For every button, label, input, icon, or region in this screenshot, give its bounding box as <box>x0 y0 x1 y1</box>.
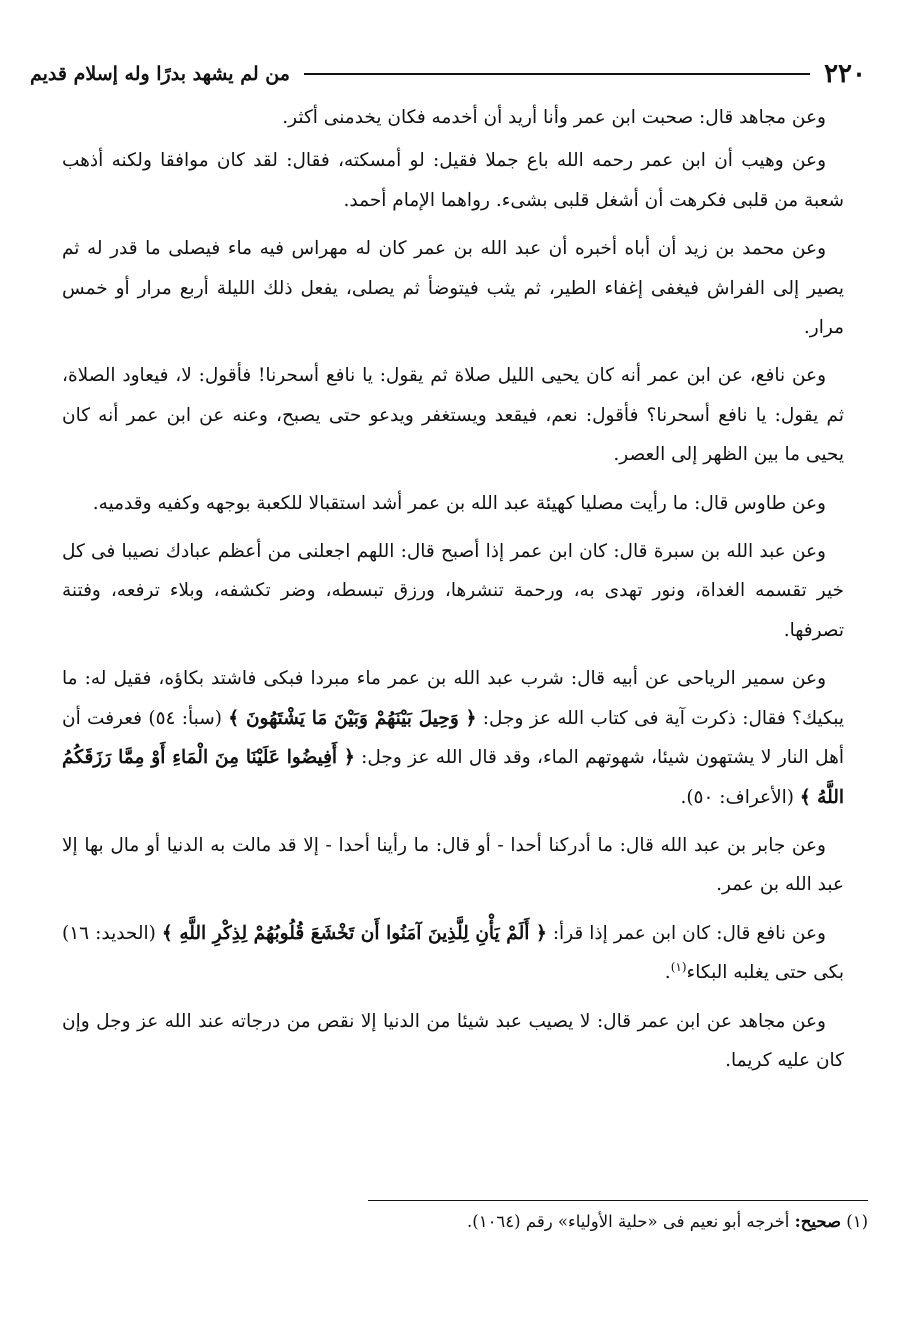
footnote-divider <box>368 1200 868 1201</box>
paragraph: وعن جابر بن عبد الله قال: ما أدركنا أحدا - أو قال: ما رأينا أحدا - إلا قد مالت به الدنيا أو مال بها إلا عبد الله بن عمر. <box>62 834 844 896</box>
page-number: ٢٢٠ <box>824 59 866 89</box>
footnote-reference: (١) <box>670 959 687 974</box>
paragraph: وعن محمد بن زيد أن أباه أخبره أن عبد الله بن عمر كان له مهراس فيه ماء فيصلى ما قدر له ثم يصير إلى الفراش فيغفى إغفاء الطير، ثم يثب فيتوضأ ثم يصلى، يفعل ذلك الليلة أربع مرار أو خمس مرار. <box>62 238 844 339</box>
quran-verse: ﴿ أَلَمْ يَأْنِ لِلَّذِينَ آمَنُوا أَن تَخْشَعَ قُلُوبُهُمْ لِذِكْرِ اللَّهِ ﴾ <box>161 922 547 944</box>
footnote <box>60 1207 868 1237</box>
paragraph: وعن مجاهد عن ابن عمر قال: لا يصيب عبد شيئا من الدنيا إلا نقص من درجاته عند الله عز وجل وإن كان عليه كريما. <box>62 1010 844 1071</box>
running-title: من لم يشهد بدرًا وله إسلام قديم <box>30 63 290 85</box>
paragraph-text: (سبأ: ٥٤) فعرفت أن أهل النار لا يشتهون شيئا، شهوتهم الماء، وقد قال الله عز وجل: <box>62 707 844 769</box>
page-body <box>62 98 844 1089</box>
footnote-text: أخرجه أبو نعيم فى «حلية الأولياء» رقم (١٠٦٤). <box>467 1212 795 1231</box>
paragraph: وعن مجاهد قال: صحبت ابن عمر وأنا أريد أن أخدمه فكان يخدمنى أكثر. <box>282 107 826 128</box>
paragraph-text: وعن نافع قال: كان ابن عمر إذا قرأ: <box>546 922 826 944</box>
paragraph: وعن طاوس قال: ما رأيت مصليا كهيئة عبد الله بن عمر أشد استقبالا للكعبة بوجهه وكفيه وقدميه. <box>92 492 826 514</box>
verse-reference: (الأعراف: ٥٠). <box>680 786 800 808</box>
page-header <box>30 54 866 94</box>
paragraph: وعن وهيب أن ابن عمر رحمه الله باع جملا فقيل: لو أمسكته، فقال: لقد كان موافقا ولكنه أذهب شعبة من قلبى فكرهت أن أشغل قلبى بشىء. رواهما الإمام أحمد. <box>62 150 844 211</box>
quran-verse: ﴿ أَفِيضُوا عَلَيْنَا مِنَ الْمَاءِ أَوْ مِمَّا رَزَقَكُمُ اللَّهُ ﴾ <box>62 747 844 808</box>
paragraph-text: . <box>664 962 671 984</box>
paragraph-text: (الحديد: ١٦) بكى حتى يغلبه البكاء <box>62 922 844 984</box>
paragraph: وعن نافع، عن ابن عمر أنه كان يحيى الليل صلاة ثم يقول: يا نافع أسحرنا! فأقول: لا، فيعاود الصلاة، ثم يقول: يا نافع أسحرنا؟ فأقول: نعم، فيقعد ويستغفر ويدعو حتى يصبح، وعنه عن ابن عمر أنه كان يحيى ما بين الظهر إلى العصر. <box>62 365 844 466</box>
header-rule <box>304 73 810 75</box>
paragraph-nafi <box>62 914 844 993</box>
paragraph-samir <box>62 659 844 817</box>
quran-verse: ﴿ وَحِيلَ بَيْنَهُمْ وَبَيْنَ مَا يَشْتَهُونَ ﴾ <box>228 707 477 729</box>
footnote-number: (١) <box>846 1212 868 1231</box>
footnote-label: صحيح: <box>794 1212 841 1231</box>
paragraph-text: وعن سمير الرياحى عن أبيه قال: شرب عبد الله بن عمر ماء مبردا فبكى فاشتد بكاؤه، فقيل له: ما يبكيك؟ فقال: ذكرت آية فى كتاب الله عز وجل: <box>62 668 844 729</box>
paragraph: وعن عبد الله بن سبرة قال: كان ابن عمر إذا أصبح قال: اللهم اجعلنى من أعظم عبادك نصيبا فى كل خير تقسمه الغداة، ونور تهدى به، ورحمة تنشرها، ورزق تبسطه، وضر تكشفه، وبلاء ترفعه، وفتنة تصرفها. <box>62 541 844 641</box>
